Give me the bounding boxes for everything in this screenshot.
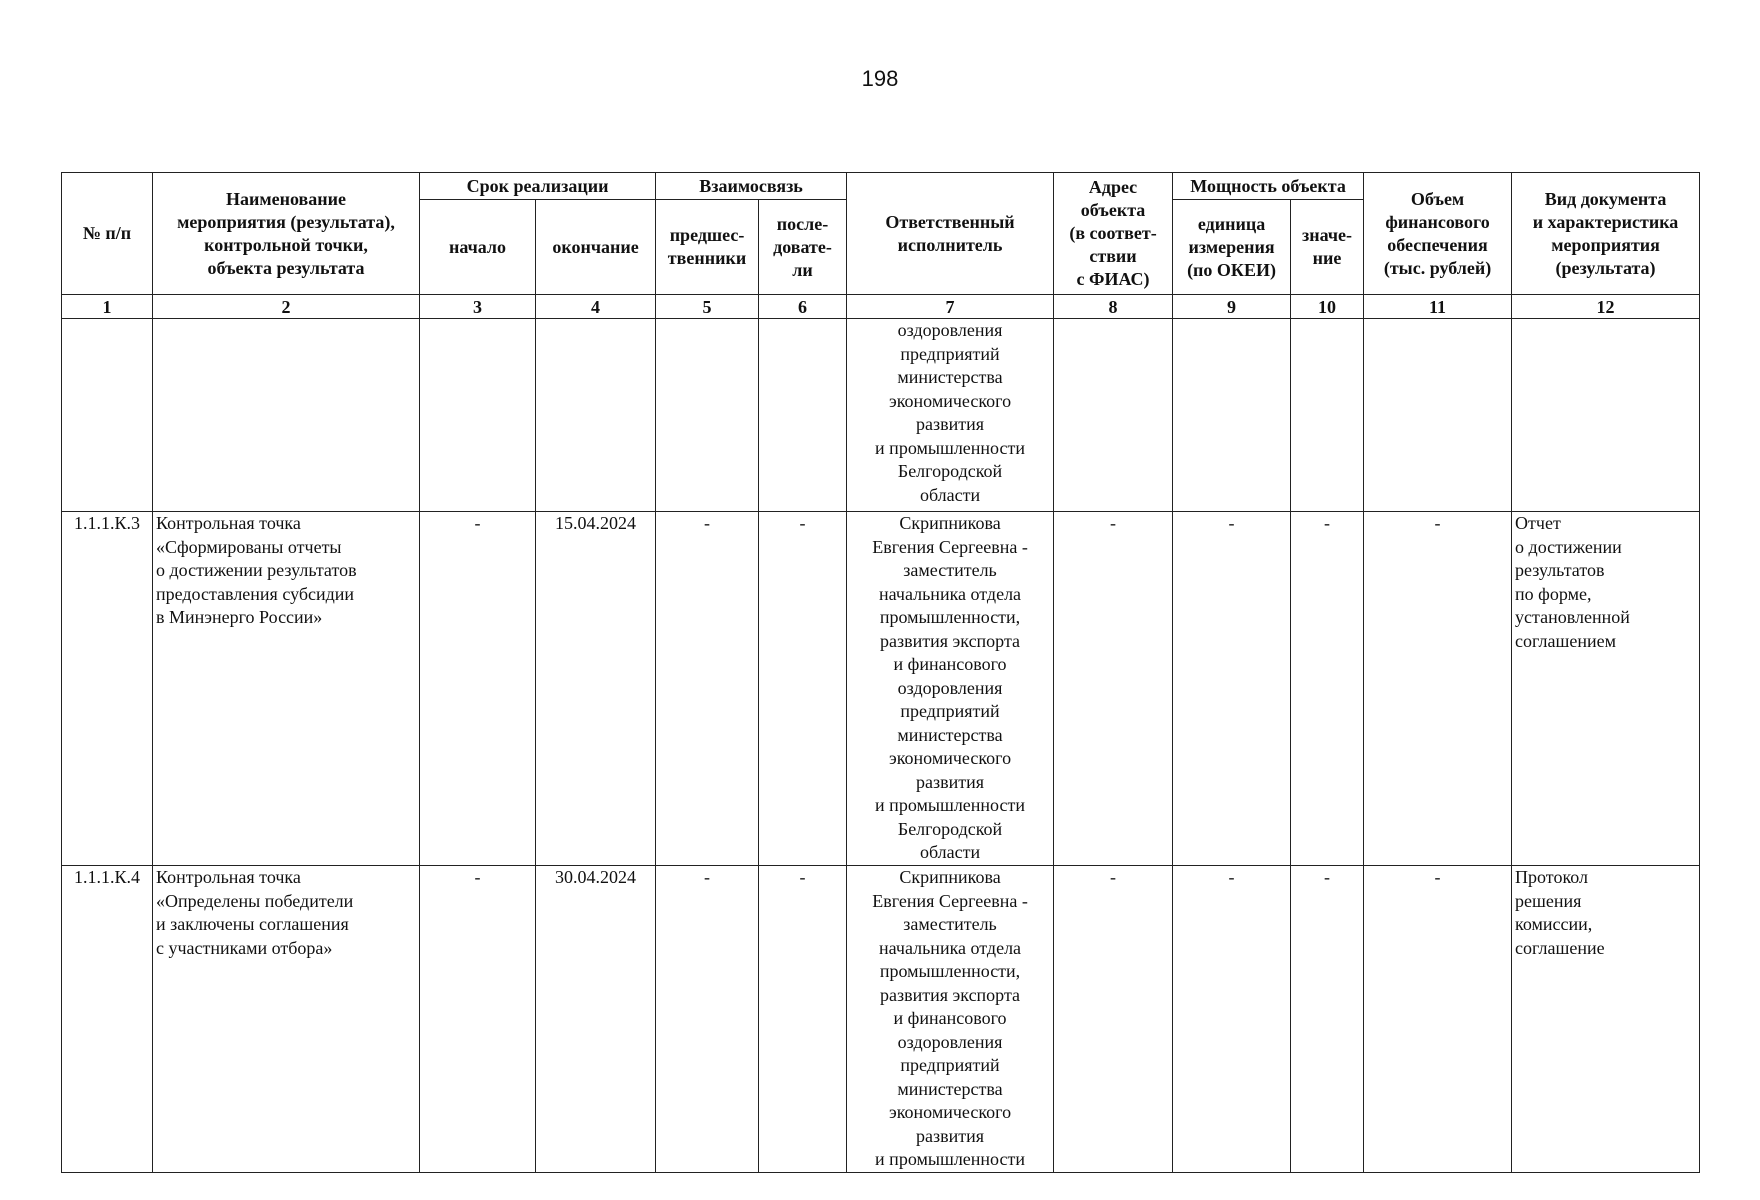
column-number: 5 [656,295,759,319]
header-responsible: Ответственный исполнитель [847,173,1054,295]
cell-document: Протокол решения комиссии, соглашение [1512,866,1700,1173]
header-document: Вид документа и характеристика мероприятия (результата) [1512,173,1700,295]
header-start: начало [420,200,536,295]
cell-name: Контрольная точка «Определены победители и заключены соглашения с участниками отбора» [153,866,420,1173]
cell-value: - [1291,866,1364,1173]
header-finance: Объем финансового обеспечения (тыс. рублей) [1364,173,1512,295]
cell-end [536,319,656,512]
cell-num: 1.1.1.К.4 [62,866,153,1173]
header-period: Срок реализации [420,173,656,200]
header-relation: Взаимосвязь [656,173,847,200]
table-row [62,319,1700,512]
header-unit: единица измерения (по ОКЕИ) [1173,200,1291,295]
cell-value [1291,319,1364,512]
cell-successors: - [759,512,847,866]
header-successors: после- довате- ли [759,200,847,295]
header-num: № п/п [62,173,153,295]
cell-value: - [1291,512,1364,866]
cell-unit [1173,319,1291,512]
cell-start: - [420,512,536,866]
column-number: 8 [1054,295,1173,319]
cell-unit: - [1173,512,1291,866]
cell-responsible: оздоровления предприятий министерства экономического развития и промышленности Белгородской области [847,319,1054,512]
cell-start [420,319,536,512]
cell-finance: - [1364,866,1512,1173]
table-row [62,866,1700,1173]
cell-predecessors [656,319,759,512]
cell-finance [1364,319,1512,512]
cell-num: 1.1.1.К.3 [62,512,153,866]
header-value: значе- ние [1291,200,1364,295]
column-number: 7 [847,295,1054,319]
cell-predecessors: - [656,866,759,1173]
cell-address [1054,319,1173,512]
header-row-top [62,173,1700,200]
column-number: 2 [153,295,420,319]
cell-successors [759,319,847,512]
cell-finance: - [1364,512,1512,866]
header-predecessors: предшес- твенники [656,200,759,295]
cell-name [153,319,420,512]
plan-table [61,172,1700,1173]
table-row [62,512,1700,866]
header-capacity: Мощность объекта [1173,173,1364,200]
column-number: 3 [420,295,536,319]
header-end: окончание [536,200,656,295]
column-number: 12 [1512,295,1700,319]
cell-num [62,319,153,512]
column-number: 10 [1291,295,1364,319]
cell-address: - [1054,512,1173,866]
cell-unit: - [1173,866,1291,1173]
column-number: 11 [1364,295,1512,319]
cell-end: 15.04.2024 [536,512,656,866]
page-number: 198 [861,66,899,91]
column-number: 9 [1173,295,1291,319]
cell-predecessors: - [656,512,759,866]
column-number: 6 [759,295,847,319]
cell-name: Контрольная точка «Сформированы отчеты о достижении результатов предоставления субсидии в Минэнерго России» [153,512,420,866]
cell-start: - [420,866,536,1173]
header-name: Наименование мероприятия (результата), контрольной точки, объекта результата [153,173,420,295]
cell-address: - [1054,866,1173,1173]
cell-responsible: Скрипникова Евгения Сергеевна - заместитель начальника отдела промышленности, развития экспорта и финансового оздоровления предприятий министерства экономического развития и промышленности [847,866,1054,1173]
cell-end: 30.04.2024 [536,866,656,1173]
cell-document [1512,319,1700,512]
cell-responsible: Скрипникова Евгения Сергеевна - заместитель начальника отдела промышленности, развития экспорта и финансового оздоровления предприятий министерства экономического развития и промышленности Белгородской области [847,512,1054,866]
column-number-row [62,295,1700,319]
column-number: 4 [536,295,656,319]
cell-document: Отчет о достижении результатов по форме, установленной соглашением [1512,512,1700,866]
header-address: Адрес объекта (в соответ- ствии с ФИАС) [1054,173,1173,295]
cell-successors: - [759,866,847,1173]
column-number: 1 [62,295,153,319]
